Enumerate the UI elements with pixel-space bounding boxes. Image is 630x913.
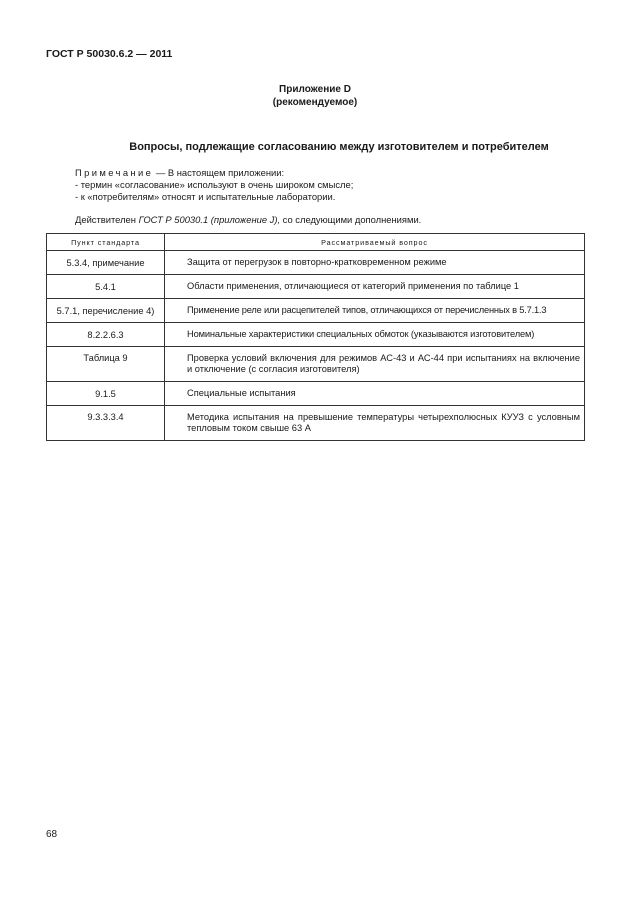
clause-cell: 5.7.1, перечисление 4) [47,299,165,323]
validity-reference: ГОСТ Р 50030.1 (приложение J), [138,214,281,225]
document-code: ГОСТ Р 50030.6.2 — 2011 [46,48,173,60]
table-row [47,275,585,299]
clause-cell: 9.3.3.3.4 [47,406,165,441]
note-block [75,167,353,204]
issue-cell: Защита от перегрузок в повторно-кратковременном режиме [165,251,585,275]
issue-cell: Проверка условий включения для режимов АС-43 и АС-44 при испытаниях на включение и отключение (с согласия изготовителя) [165,347,585,382]
clause-cell: 9.1.5 [47,382,165,406]
issue-cell: Применение реле или расцепителей типов, отличающихся от перечисленных в 5.7.1.3 [165,299,585,323]
note-label: Примечание [75,167,154,178]
issue-cell: Методика испытания на превышение температуры четырехполюсных КУУЗ с условным тепловым током свыше 63 А [165,406,585,441]
note-item: - термин «согласование» используют в очень широком смысле; [75,179,354,191]
column-header-issue: Рассматриваемый вопрос [165,234,585,251]
clause-cell: 5.3.4, примечание [47,251,165,275]
table-header-row [47,234,585,251]
clause-cell: 8.2.2.6.3 [47,323,165,347]
validity-prefix: Действителен [75,214,136,225]
note-intro [75,167,353,179]
issue-cell: Области применения, отличающиеся от категорий применения по таблице 1 [165,275,585,299]
validity-suffix: со следующими дополнениями. [282,214,422,225]
clause-cell: 5.4.1 [47,275,165,299]
section-heading: Вопросы, подлежащие согласованию между изготовителем и потребителем [129,141,549,153]
appendix-title: Приложение D [279,84,351,95]
table-row [47,299,585,323]
clause-cell: Таблица 9 [47,347,165,382]
note-item: - к «потребителям» относят и испытательные лаборатории. [75,191,336,203]
table-row [47,406,585,441]
validity-line [75,214,421,225]
table-row [47,323,585,347]
appendix-subtitle: (рекомендуемое) [272,97,358,108]
page-number: 68 [46,829,58,840]
note-text: — В настоящем приложении: [155,167,285,178]
requirements-table [46,233,585,441]
table-row [47,251,585,275]
column-header-clause: Пункт стандарта [47,234,165,251]
table-row [47,382,585,406]
issue-cell: Номинальные характеристики специальных обмоток (указываются изготовителем) [165,323,585,347]
issue-cell: Специальные испытания [165,382,585,406]
appendix-block [0,83,630,109]
table-row [47,347,585,382]
